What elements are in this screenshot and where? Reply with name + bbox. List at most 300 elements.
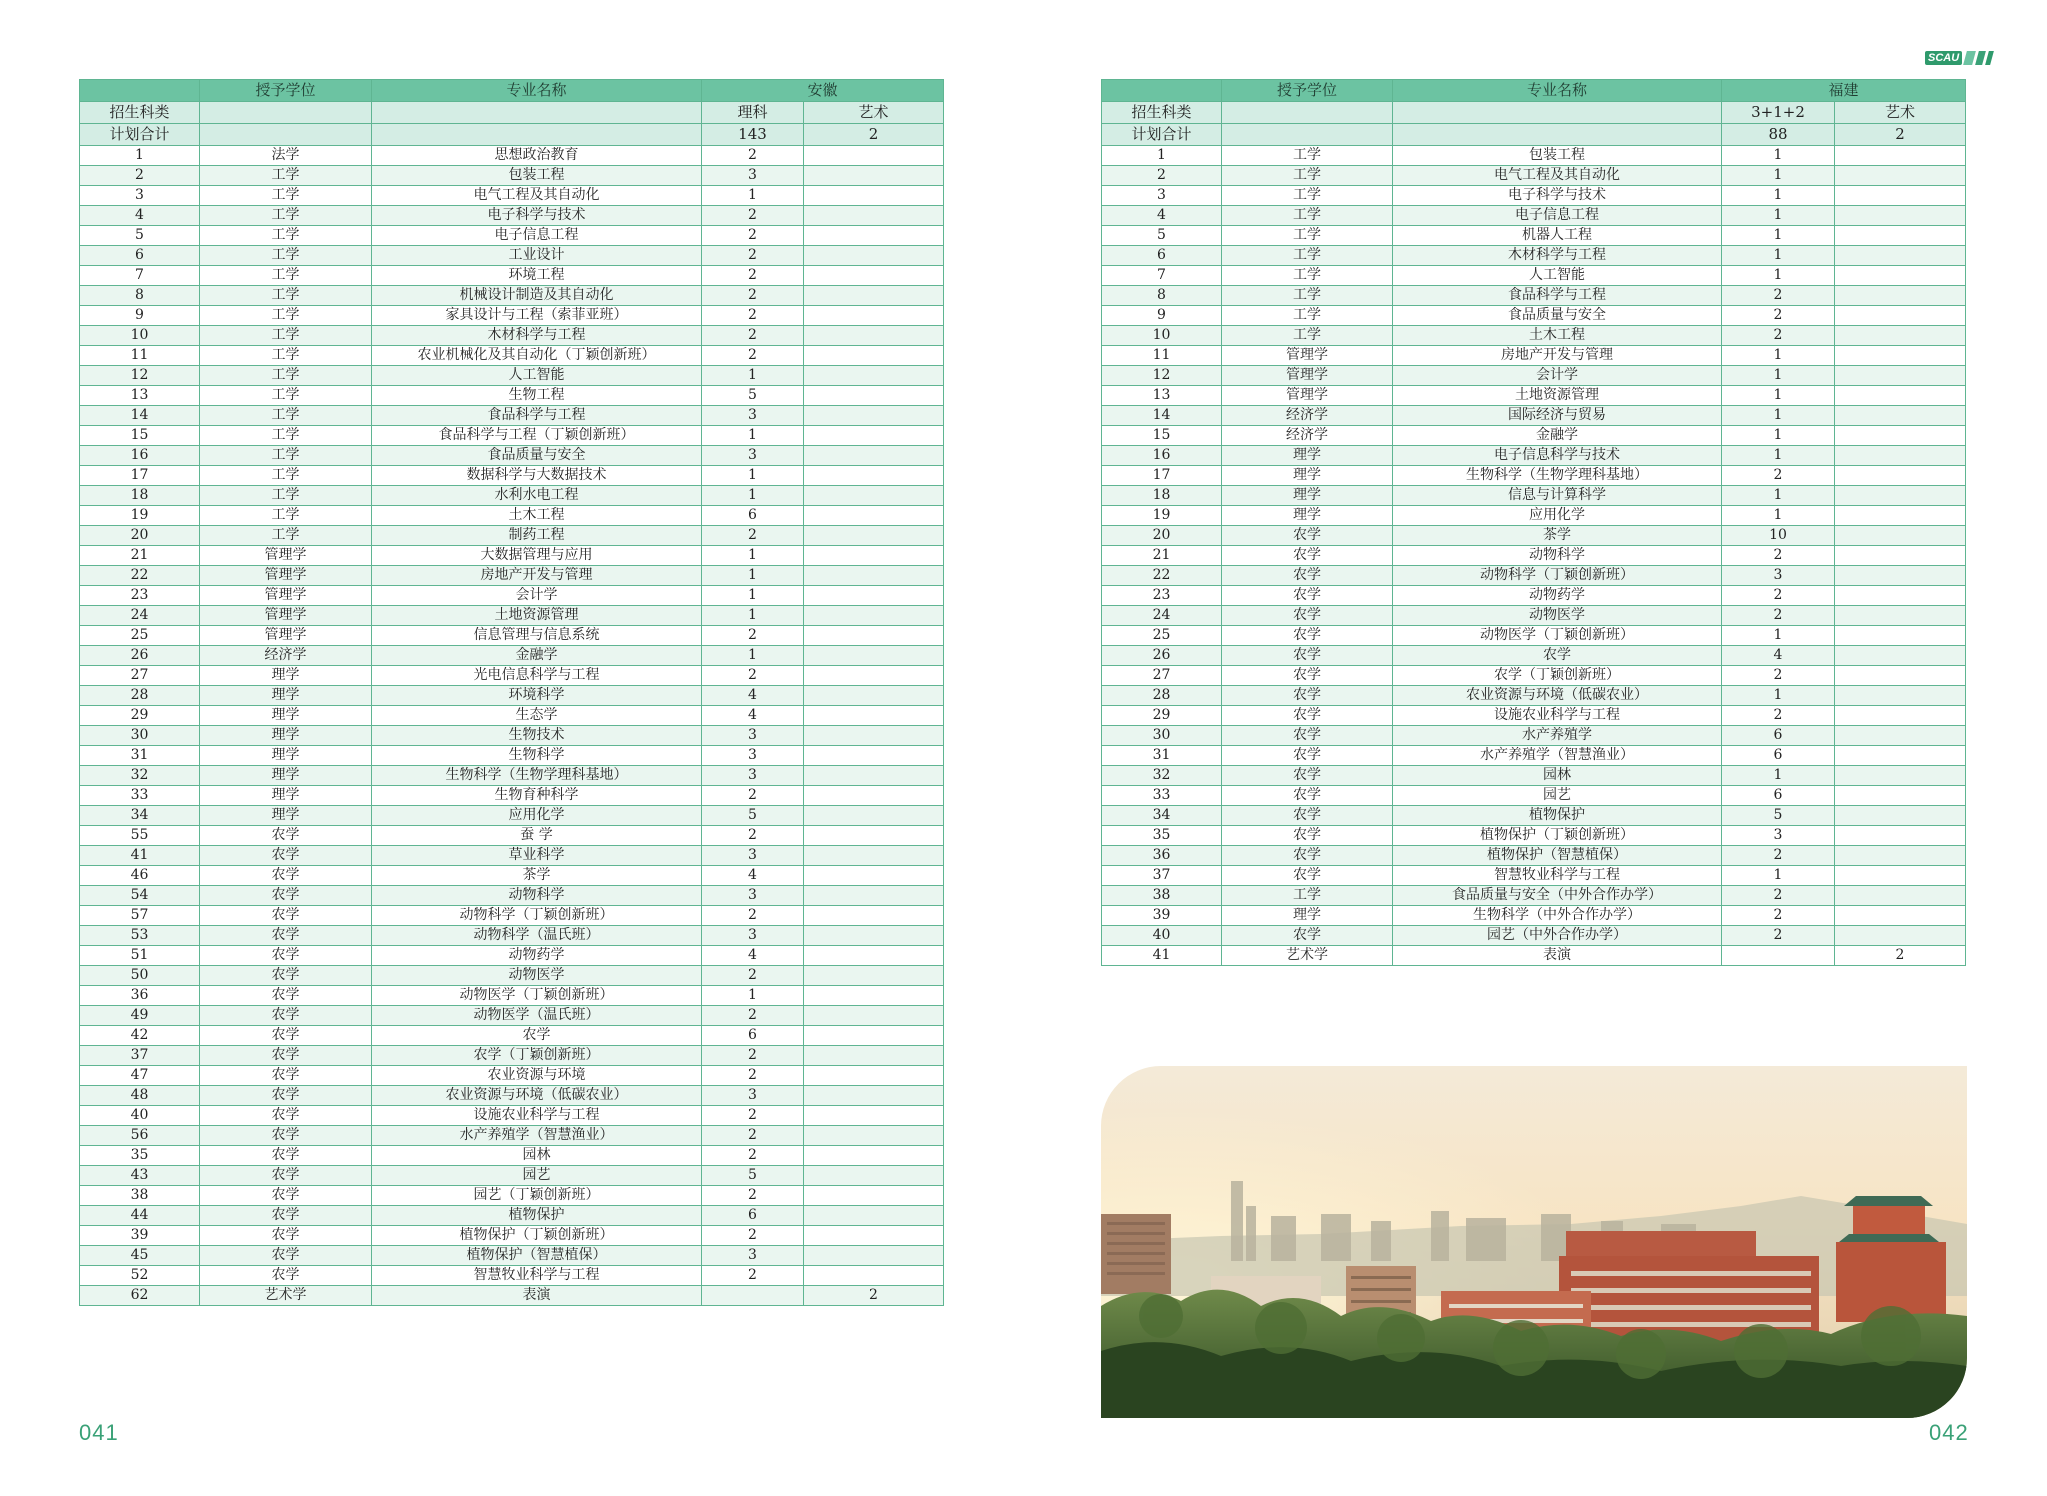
quota-cell: 6 <box>702 1026 804 1046</box>
table-row <box>1102 486 1966 506</box>
major-cell: 土木工程 <box>372 506 702 526</box>
major-cell: 表演 <box>372 1286 702 1306</box>
degree-cell: 农学 <box>200 1146 372 1166</box>
major-cell: 动物医学 <box>372 966 702 986</box>
major-cell: 食品质量与安全 <box>372 446 702 466</box>
major-cell: 水产养殖学 <box>1393 726 1722 746</box>
major-cell: 生物工程 <box>372 386 702 406</box>
art-quota-cell <box>804 346 944 366</box>
table-row <box>1102 786 1966 806</box>
major-cell: 动物医学 <box>1393 606 1722 626</box>
degree-cell: 理学 <box>200 726 372 746</box>
table-row <box>80 706 944 726</box>
table-row <box>80 1286 944 1306</box>
degree-cell: 农学 <box>1222 826 1393 846</box>
art-quota-cell <box>804 606 944 626</box>
quota-cell: 3 <box>702 766 804 786</box>
quota-cell: 3 <box>702 166 804 186</box>
degree-cell: 农学 <box>1222 846 1393 866</box>
table-row <box>80 926 944 946</box>
quota-cell: 2 <box>702 966 804 986</box>
art-quota-cell <box>1835 246 1966 266</box>
degree-cell: 艺术学 <box>1222 946 1393 966</box>
major-cell: 茶学 <box>1393 526 1722 546</box>
table-row <box>80 1086 944 1106</box>
art-quota-cell <box>804 1006 944 1026</box>
row-number: 40 <box>1102 926 1222 946</box>
table-row <box>80 1266 944 1286</box>
quota-cell: 5 <box>1722 806 1835 826</box>
table-row <box>1102 946 1966 966</box>
table-row <box>1102 886 1966 906</box>
total-label: 计划合计 <box>1102 124 1222 146</box>
row-number: 25 <box>1102 626 1222 646</box>
table-row <box>1102 586 1966 606</box>
total-label: 计划合计 <box>80 124 200 146</box>
right-enrollment-table <box>1101 79 1966 966</box>
row-number: 42 <box>80 1026 200 1046</box>
row-number: 36 <box>80 986 200 1006</box>
quota-cell: 1 <box>702 546 804 566</box>
quota-cell: 1 <box>1722 506 1835 526</box>
degree-cell: 理学 <box>1222 466 1393 486</box>
quota-cell: 1 <box>702 186 804 206</box>
row-number: 16 <box>80 446 200 466</box>
quota-cell: 1 <box>702 646 804 666</box>
degree-cell: 工学 <box>200 226 372 246</box>
degree-cell: 农学 <box>200 826 372 846</box>
row-number: 9 <box>1102 306 1222 326</box>
row-number: 26 <box>1102 646 1222 666</box>
row-number: 14 <box>80 406 200 426</box>
degree-cell: 工学 <box>1222 206 1393 226</box>
degree-cell: 工学 <box>200 406 372 426</box>
degree-cell: 农学 <box>1222 866 1393 886</box>
row-number: 39 <box>1102 906 1222 926</box>
table-row <box>80 606 944 626</box>
major-cell: 动物医学（丁颖创新班） <box>372 986 702 1006</box>
degree-cell: 工学 <box>200 366 372 386</box>
art-quota-cell <box>1835 706 1966 726</box>
degree-cell: 农学 <box>200 1086 372 1106</box>
quota-cell: 2 <box>702 286 804 306</box>
table-row <box>1102 186 1966 206</box>
header-major: 专业名称 <box>1393 80 1722 102</box>
degree-cell: 农学 <box>1222 926 1393 946</box>
row-number: 12 <box>1102 366 1222 386</box>
quota-cell: 1 <box>702 586 804 606</box>
art-quota-cell <box>1835 726 1966 746</box>
row-number: 53 <box>80 926 200 946</box>
degree-cell: 农学 <box>200 1006 372 1026</box>
row-number: 21 <box>80 546 200 566</box>
major-cell: 土地资源管理 <box>1393 386 1722 406</box>
art-quota-cell <box>804 1206 944 1226</box>
art-quota-cell <box>804 666 944 686</box>
table-row <box>1102 806 1966 826</box>
quota-cell: 2 <box>1722 586 1835 606</box>
art-quota-cell <box>804 466 944 486</box>
degree-cell: 工学 <box>1222 266 1393 286</box>
degree-cell: 管理学 <box>200 626 372 646</box>
quota-cell: 2 <box>702 786 804 806</box>
major-cell: 园艺（中外合作办学） <box>1393 926 1722 946</box>
art-quota-cell <box>804 1126 944 1146</box>
quota-cell: 2 <box>702 346 804 366</box>
quota-cell: 1 <box>1722 146 1835 166</box>
row-number: 11 <box>80 346 200 366</box>
major-cell: 植物保护（智慧植保） <box>1393 846 1722 866</box>
table-row <box>1102 346 1966 366</box>
quota-cell: 2 <box>702 1106 804 1126</box>
table-row <box>80 1226 944 1246</box>
major-cell: 人工智能 <box>1393 266 1722 286</box>
row-number: 15 <box>1102 426 1222 446</box>
major-cell: 数据科学与大数据技术 <box>372 466 702 486</box>
quota-cell: 2 <box>1722 606 1835 626</box>
art-quota-cell <box>804 246 944 266</box>
major-cell: 机械设计制造及其自动化 <box>372 286 702 306</box>
row-number: 18 <box>1102 486 1222 506</box>
major-cell: 包装工程 <box>1393 146 1722 166</box>
table-row <box>1102 706 1966 726</box>
row-number: 33 <box>80 786 200 806</box>
table-row <box>80 206 944 226</box>
table-row <box>80 946 944 966</box>
degree-cell: 艺术学 <box>200 1286 372 1306</box>
art-quota-cell <box>1835 846 1966 866</box>
major-cell: 人工智能 <box>372 366 702 386</box>
major-cell: 农业资源与环境 <box>372 1066 702 1086</box>
table-row <box>1102 146 1966 166</box>
degree-cell: 工学 <box>200 346 372 366</box>
quota-cell: 1 <box>1722 226 1835 246</box>
row-number: 50 <box>80 966 200 986</box>
art-quota-cell <box>1835 566 1966 586</box>
table-row <box>1102 446 1966 466</box>
art-quota-cell <box>1835 406 1966 426</box>
row-number: 7 <box>1102 266 1222 286</box>
major-cell: 园林 <box>372 1146 702 1166</box>
table-row <box>1102 406 1966 426</box>
table-row <box>80 626 944 646</box>
art-quota-cell <box>804 386 944 406</box>
quota-cell: 5 <box>702 806 804 826</box>
table-row <box>80 1186 944 1206</box>
art-quota-cell <box>1835 886 1966 906</box>
row-number: 13 <box>80 386 200 406</box>
art-quota-cell <box>804 966 944 986</box>
degree-cell: 农学 <box>200 1206 372 1226</box>
quota-cell: 6 <box>1722 786 1835 806</box>
art-quota-cell <box>1835 746 1966 766</box>
degree-cell: 工学 <box>1222 886 1393 906</box>
row-number: 4 <box>1102 206 1222 226</box>
art-quota-cell <box>804 926 944 946</box>
art-quota-cell <box>1835 426 1966 446</box>
row-number: 22 <box>1102 566 1222 586</box>
table-row <box>1102 626 1966 646</box>
major-cell: 园艺（丁颖创新班） <box>372 1186 702 1206</box>
quota-cell: 1 <box>1722 346 1835 366</box>
table-row <box>80 506 944 526</box>
row-number: 6 <box>1102 246 1222 266</box>
quota-cell: 1 <box>702 426 804 446</box>
art-quota-cell <box>1835 906 1966 926</box>
art-quota-cell <box>804 426 944 446</box>
major-cell: 生物技术 <box>372 726 702 746</box>
header-province: 福建 <box>1722 80 1966 102</box>
degree-cell: 农学 <box>200 1186 372 1206</box>
table-row <box>80 526 944 546</box>
quota-cell: 2 <box>1722 466 1835 486</box>
quota-cell: 2 <box>1722 666 1835 686</box>
art-quota-cell <box>1835 206 1966 226</box>
major-cell: 木材科学与工程 <box>1393 246 1722 266</box>
degree-cell: 工学 <box>200 186 372 206</box>
row-number: 31 <box>1102 746 1222 766</box>
row-number: 40 <box>80 1106 200 1126</box>
art-quota-cell <box>804 626 944 646</box>
row-number: 13 <box>1102 386 1222 406</box>
art-quota-cell <box>804 266 944 286</box>
art-quota-cell <box>804 366 944 386</box>
page-number-right: 042 <box>1929 1420 1969 1445</box>
quota-cell: 2 <box>702 206 804 226</box>
table-row <box>80 306 944 326</box>
table-row <box>1102 766 1966 786</box>
quota-cell: 1 <box>1722 206 1835 226</box>
table-row <box>80 1066 944 1086</box>
quota-cell: 1 <box>1722 626 1835 646</box>
table-row <box>1102 526 1966 546</box>
table-row <box>1102 846 1966 866</box>
table-row <box>80 566 944 586</box>
row-number: 41 <box>1102 946 1222 966</box>
degree-cell: 管理学 <box>200 566 372 586</box>
art-quota-cell <box>804 826 944 846</box>
row-number: 28 <box>80 686 200 706</box>
degree-cell: 理学 <box>200 706 372 726</box>
table-row <box>1102 686 1966 706</box>
table-row <box>1102 606 1966 626</box>
quota-cell: 1 <box>1722 186 1835 206</box>
major-cell: 植物保护（丁颖创新班） <box>372 1226 702 1246</box>
table-row <box>80 1046 944 1066</box>
row-number: 29 <box>80 706 200 726</box>
degree-cell: 理学 <box>1222 446 1393 466</box>
art-quota-cell <box>804 1186 944 1206</box>
table-row <box>80 266 944 286</box>
row-number: 43 <box>80 1166 200 1186</box>
major-cell: 植物保护 <box>372 1206 702 1226</box>
table-row <box>80 806 944 826</box>
degree-cell: 理学 <box>1222 506 1393 526</box>
major-cell: 信息与计算科学 <box>1393 486 1722 506</box>
total-art: 2 <box>1835 124 1966 146</box>
art-quota-cell <box>804 166 944 186</box>
campus-photo-image <box>1101 1066 1967 1418</box>
major-cell: 金融学 <box>372 646 702 666</box>
degree-cell: 农学 <box>200 1246 372 1266</box>
art-quota-cell <box>1835 806 1966 826</box>
subject-row-label: 招生科类 <box>80 102 200 124</box>
quota-cell: 1 <box>1722 266 1835 286</box>
major-cell: 食品质量与安全 <box>1393 306 1722 326</box>
degree-cell: 经济学 <box>200 646 372 666</box>
art-quota-cell <box>1835 526 1966 546</box>
degree-cell: 农学 <box>200 1126 372 1146</box>
degree-cell: 法学 <box>200 146 372 166</box>
major-cell: 植物保护（智慧植保） <box>372 1246 702 1266</box>
major-cell: 电子信息科学与技术 <box>1393 446 1722 466</box>
quota-cell: 2 <box>1722 706 1835 726</box>
quota-cell: 3 <box>702 1246 804 1266</box>
row-number: 4 <box>80 206 200 226</box>
subject-row-label: 招生科类 <box>1102 102 1222 124</box>
degree-cell: 农学 <box>200 1106 372 1126</box>
left-table-body <box>80 146 944 1306</box>
quota-cell: 6 <box>1722 746 1835 766</box>
table-row <box>80 1006 944 1026</box>
degree-cell: 农学 <box>200 946 372 966</box>
table-row <box>80 386 944 406</box>
major-cell: 应用化学 <box>1393 506 1722 526</box>
art-quota-cell <box>804 186 944 206</box>
degree-cell: 工学 <box>200 426 372 446</box>
quota-cell: 1 <box>1722 486 1835 506</box>
table-row <box>80 906 944 926</box>
left-enrollment-table <box>79 79 944 1306</box>
degree-cell: 工学 <box>200 486 372 506</box>
art-quota-cell <box>804 766 944 786</box>
quota-cell: 2 <box>702 1006 804 1026</box>
major-cell: 房地产开发与管理 <box>372 566 702 586</box>
table-row <box>80 1106 944 1126</box>
row-number: 41 <box>80 846 200 866</box>
major-cell: 工业设计 <box>372 246 702 266</box>
row-number: 45 <box>80 1246 200 1266</box>
header-province: 安徽 <box>702 80 944 102</box>
row-number: 39 <box>80 1226 200 1246</box>
row-number: 7 <box>80 266 200 286</box>
table-row <box>1102 906 1966 926</box>
art-quota-cell <box>1835 786 1966 806</box>
degree-cell: 经济学 <box>1222 426 1393 446</box>
degree-cell: 工学 <box>200 246 372 266</box>
row-number: 21 <box>1102 546 1222 566</box>
row-number: 38 <box>1102 886 1222 906</box>
row-number: 30 <box>1102 726 1222 746</box>
header-degree: 授予学位 <box>1222 80 1393 102</box>
major-cell: 房地产开发与管理 <box>1393 346 1722 366</box>
major-cell: 食品科学与工程 <box>1393 286 1722 306</box>
art-quota-cell <box>1835 486 1966 506</box>
table-row <box>80 586 944 606</box>
major-cell: 动物药学 <box>372 946 702 966</box>
quota-cell: 1 <box>702 986 804 1006</box>
major-cell: 智慧牧业科学与工程 <box>1393 866 1722 886</box>
major-cell: 信息管理与信息系统 <box>372 626 702 646</box>
major-cell: 电气工程及其自动化 <box>1393 166 1722 186</box>
row-number: 32 <box>1102 766 1222 786</box>
degree-cell: 工学 <box>1222 286 1393 306</box>
row-number: 6 <box>80 246 200 266</box>
art-quota-cell <box>1835 166 1966 186</box>
art-quota-cell <box>804 686 944 706</box>
quota-cell: 1 <box>1722 866 1835 886</box>
quota-cell: 2 <box>702 1186 804 1206</box>
art-quota-cell <box>1835 686 1966 706</box>
major-cell: 生态学 <box>372 706 702 726</box>
table-row <box>80 666 944 686</box>
major-cell: 农业资源与环境（低碳农业） <box>372 1086 702 1106</box>
degree-cell: 农学 <box>1222 766 1393 786</box>
row-number: 24 <box>1102 606 1222 626</box>
table-row <box>80 406 944 426</box>
quota-cell: 2 <box>702 266 804 286</box>
row-number: 27 <box>1102 666 1222 686</box>
major-cell: 土地资源管理 <box>372 606 702 626</box>
art-quota-cell <box>804 1266 944 1286</box>
quota-cell: 1 <box>702 466 804 486</box>
right-table-body <box>1102 146 1966 966</box>
quota-cell: 2 <box>1722 326 1835 346</box>
quota-cell: 2 <box>702 1226 804 1246</box>
major-cell: 动物科学（丁颖创新班） <box>1393 566 1722 586</box>
art-quota-cell <box>804 486 944 506</box>
quota-cell: 2 <box>702 626 804 646</box>
table-row <box>80 546 944 566</box>
table-row <box>1102 366 1966 386</box>
degree-cell: 农学 <box>200 846 372 866</box>
row-number: 10 <box>1102 326 1222 346</box>
art-quota-cell <box>1835 266 1966 286</box>
row-number: 33 <box>1102 786 1222 806</box>
art-quota-cell <box>1835 766 1966 786</box>
row-number: 19 <box>80 506 200 526</box>
row-number: 38 <box>80 1186 200 1206</box>
major-cell: 草业科学 <box>372 846 702 866</box>
row-number: 52 <box>80 1266 200 1286</box>
row-number: 22 <box>80 566 200 586</box>
quota-cell: 2 <box>1722 846 1835 866</box>
degree-cell: 农学 <box>1222 586 1393 606</box>
degree-cell: 农学 <box>1222 546 1393 566</box>
logo-bar-icon <box>1985 51 1994 65</box>
table-row <box>1102 286 1966 306</box>
row-number: 19 <box>1102 506 1222 526</box>
row-number: 46 <box>80 866 200 886</box>
degree-cell: 理学 <box>200 686 372 706</box>
table-row <box>1102 866 1966 886</box>
row-number: 48 <box>80 1086 200 1106</box>
quota-cell: 6 <box>1722 726 1835 746</box>
art-quota-cell <box>804 1166 944 1186</box>
major-cell: 动物科学（丁颖创新班） <box>372 906 702 926</box>
total-art: 2 <box>804 124 944 146</box>
art-quota-cell <box>804 886 944 906</box>
art-quota-cell <box>804 1146 944 1166</box>
major-cell: 木材科学与工程 <box>372 326 702 346</box>
major-cell: 农学 <box>1393 646 1722 666</box>
quota-cell: 2 <box>1722 286 1835 306</box>
row-number: 35 <box>1102 826 1222 846</box>
total-science: 143 <box>702 124 804 146</box>
row-number: 47 <box>80 1066 200 1086</box>
major-cell: 食品科学与工程（丁颖创新班） <box>372 426 702 446</box>
art-quota-cell <box>1835 586 1966 606</box>
